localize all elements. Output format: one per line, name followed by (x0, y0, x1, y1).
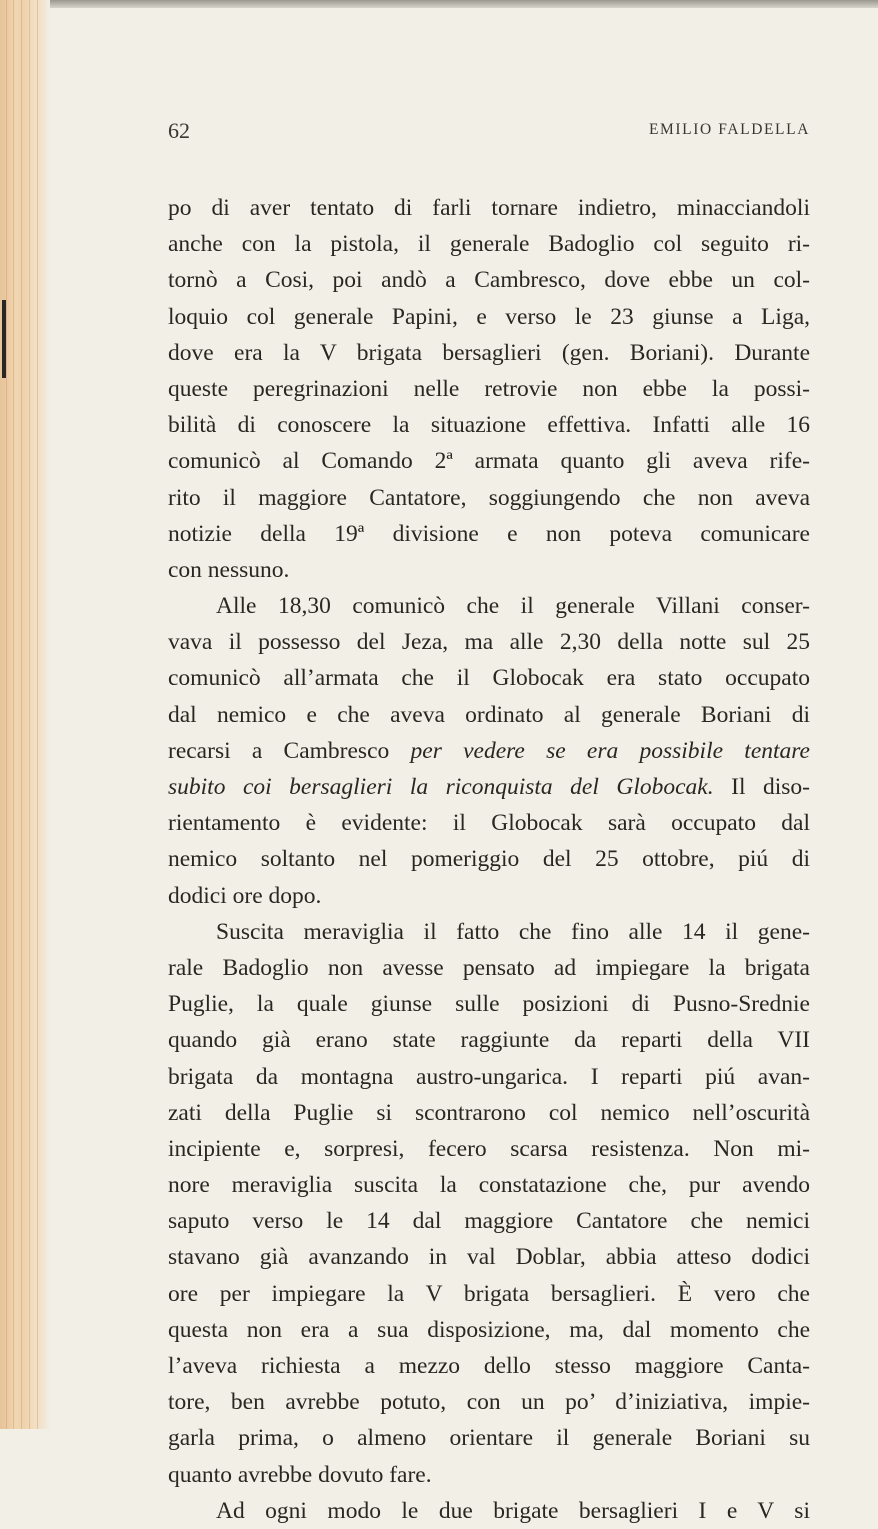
text-line: stavano già avanzando in val Doblar, abbia atteso dodici (168, 1244, 810, 1271)
text-segment: recarsi a Cambresco (168, 737, 390, 764)
text-line: nemico soltanto nel pomeriggio del 25 ottobre, piú di (168, 846, 810, 873)
page-edge-line (29, 0, 30, 1429)
text-line: dove era la V brigata bersaglieri (gen. Boriani). Durante (168, 339, 810, 366)
text-line: brigata da montagna austro-ungarica. I reparti piú avan- (168, 1063, 810, 1090)
text-line: rientamento è evidente: il Globocak sarà occupato dal (168, 810, 810, 837)
text-line: con nessuno. (168, 556, 290, 583)
text-line: Alle 18,30 comunicò che il generale Villani conser- (216, 593, 810, 620)
text-line: po di aver tentato di farli tornare indietro, minacciandoli (168, 195, 810, 221)
page-edge-line (37, 0, 38, 1429)
page-edge-stack (0, 0, 50, 1429)
text-line: ore per impiegare la V brigata bersaglieri. È vero che (168, 1280, 810, 1307)
page-edge-line (6, 0, 7, 1429)
text-line: quando già erano state raggiunte da reparti della VII (168, 1027, 810, 1054)
text-line: comunicò all’armata che il Globocak era stato occupato (168, 665, 810, 692)
text-line: bilità di conoscere la situazione effettiva. Infatti alle 16 (168, 412, 810, 439)
text-line: saputo verso le 14 dal maggiore Cantatore che nemici (168, 1208, 810, 1235)
running-head: EMILIO FALDELLA (648, 121, 810, 138)
text-line: anche con la pistola, il generale Badoglio col seguito ri- (168, 231, 810, 258)
text-line: tore, ben avrebbe potuto, con un po’ d’iniziativa, impie- (168, 1389, 810, 1416)
text-line: Puglie, la quale giunse sulle posizioni di Pusno-Srednie (168, 991, 810, 1018)
italic-segment: per vedere se era possibile tentare (410, 737, 810, 764)
text-line: dal nemico e che aveva ordinato al generale Boriani di (168, 701, 810, 728)
page-number: 62 (168, 118, 190, 143)
text-line: comunicò al Comando 2ª armata quanto gli aveva rife- (168, 448, 810, 475)
text-line: nore meraviglia suscita la constatazione che, pur avendo (168, 1172, 810, 1199)
text-line: loquio col generale Papini, e verso le 23 giunse a Liga, (168, 303, 810, 330)
text-segment: Il diso- (731, 774, 811, 800)
text-line: Suscita meraviglia il fatto che fino alle 14 il gene- (216, 918, 810, 945)
text-line: queste peregrinazioni nelle retrovie non ebbe la possi- (168, 375, 810, 402)
text-line: incipiente e, sorpresi, fecero scarsa resistenza. Non mi- (168, 1135, 810, 1162)
page-header (168, 118, 810, 144)
text-line: quanto avrebbe dovuto fare. (168, 1461, 432, 1488)
text-line: l’aveva richiesta a mezzo dello stesso maggiore Canta- (168, 1353, 810, 1379)
text-line-mixed (168, 769, 810, 805)
text-line: notizie della 19ª divisione e non poteva comunicare (168, 520, 810, 547)
page-edge-line (13, 0, 14, 1429)
page-edge-line (21, 0, 22, 1429)
page-body (168, 190, 810, 1529)
text-line: vava il possesso del Jeza, ma alle 2,30 della notte sul 25 (168, 629, 810, 656)
text-line: tornò a Cosi, poi andò a Cambresco, dove ebbe un col- (168, 267, 810, 294)
text-line: zati della Puglie si scontrarono col nemico nell’oscurità (168, 1099, 810, 1126)
text-line: garla prima, o almeno orientare il generale Boriani su (168, 1425, 810, 1452)
italic-segment: subito coi bersaglieri la riconquista del Globocak. (168, 774, 714, 800)
text-line: rito il maggiore Cantatore, soggiungendo che non aveva (168, 484, 810, 511)
text-line: questa non era a sua disposizione, ma, dal momento che (168, 1316, 810, 1343)
text-line: rale Badoglio non avesse pensato ad impiegare la brigata (168, 954, 810, 981)
text-line-mixed (168, 733, 810, 769)
binding-mark (2, 300, 6, 378)
scan-top-rule (0, 0, 878, 8)
text-line: Ad ogni modo le due brigate bersaglieri I e V si (216, 1497, 810, 1524)
text-line: dodici ore dopo. (168, 882, 322, 909)
